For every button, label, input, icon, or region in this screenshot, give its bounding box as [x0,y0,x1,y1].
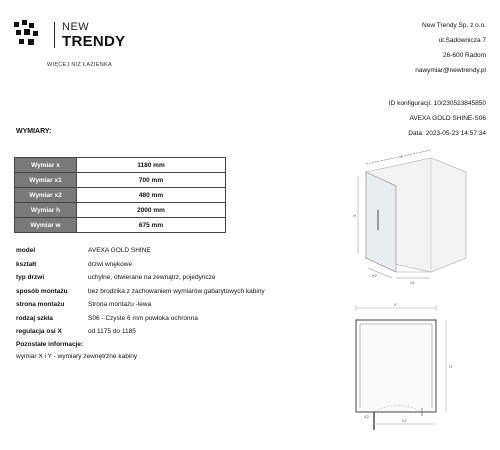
company-info [415,18,486,78]
attribute-value: AVEXA GOLD SHINE [88,247,151,255]
dimensions-table [14,157,226,233]
plan-label-h: H [449,364,452,369]
shower-plan-drawing [336,298,486,438]
logo-tagline: WIĘCEJ NIŻ ŁAZIENKA [47,62,112,68]
list-item [16,298,336,312]
list-item [16,271,336,285]
dimension-label: Wymiar x1 [15,173,77,188]
config-product: AVEXA GOLD SHINE-S06 [409,115,486,122]
dimension-label: Wymiar x2 [15,188,77,203]
dimensions-title: WYMIARY: [16,128,52,135]
list-item [16,244,336,258]
plan-label-x: X [394,302,397,307]
logo-text-new: NEW [62,21,90,33]
extra-info-text: wymiar X i Y - wymiary zewnętrzne kabiny [16,353,138,360]
drawing-label-x1: X1 [410,280,415,285]
company-street: ul.Sadownicza 7 [438,37,486,44]
company-name: New Trendy Sp. z o.o. [422,22,486,29]
attribute-value: S06 - Czyste 6 mm powłoka ochronna [88,314,198,322]
attribute-key: model [16,247,36,255]
dimension-value: 2000 mm [77,203,226,218]
dimension-label: Wymiar w [15,218,77,233]
plan-label-x2: X2 [364,414,369,419]
drawing-label-h: H [353,213,356,218]
list-item [16,285,336,299]
attribute-key: strona montażu [16,301,65,309]
table-row [15,188,226,203]
table-row [15,173,226,188]
attribute-key: typ drzwi [16,274,45,282]
attribute-key: rodzaj szkła [16,314,53,322]
table-row [15,158,226,173]
attribute-value: bez brodzika z zachowaniem wymiarów gabarytowych kabiny [88,287,265,295]
logo-separator [54,22,55,48]
attribute-value: uchylne, otwierane na zewnątrz, pojedyncze [88,274,216,282]
attribute-key: sposób montażu [16,287,68,295]
logo-mark-icon [14,20,40,48]
list-item [16,312,336,326]
company-email: nawymiar@newtrendy.pl [415,67,486,74]
company-city: 26-600 Radom [443,52,486,59]
dimension-value: 1180 mm [77,158,226,173]
attribute-value: Strona montażu -lewa [88,301,152,309]
drawing-label-x: X [400,154,403,159]
shower-isometric-drawing [336,150,486,285]
drawing-label-x2: X2 [372,273,377,278]
dimension-value: 700 mm [77,173,226,188]
config-date: Data: 2023-05-23 14:57:34 [408,130,486,137]
list-item [16,325,336,339]
attribute-value: od 1175 do 1185 [88,328,136,336]
configuration-info [389,96,486,141]
logo-text-trendy: TRENDY [62,33,126,50]
dimension-value: 675 mm [77,218,226,233]
dimension-label: Wymiar x [15,158,77,173]
list-item [16,258,336,272]
table-row [15,203,226,218]
config-id: ID konfiguracji: 10/230523845850 [388,100,486,107]
attribute-key: regulacja osi X [16,328,62,336]
attribute-value: drzwi wnękowe [88,260,133,268]
product-attributes [16,244,336,339]
company-logo [14,18,124,68]
extra-info-title: Pozostałe informacje: [16,341,84,348]
plan-label-x1: X1 [402,418,407,423]
attribute-key: kształt [16,260,37,268]
dimension-label: Wymiar h [15,203,77,218]
dimension-value: 480 mm [77,188,226,203]
table-row [15,218,226,233]
